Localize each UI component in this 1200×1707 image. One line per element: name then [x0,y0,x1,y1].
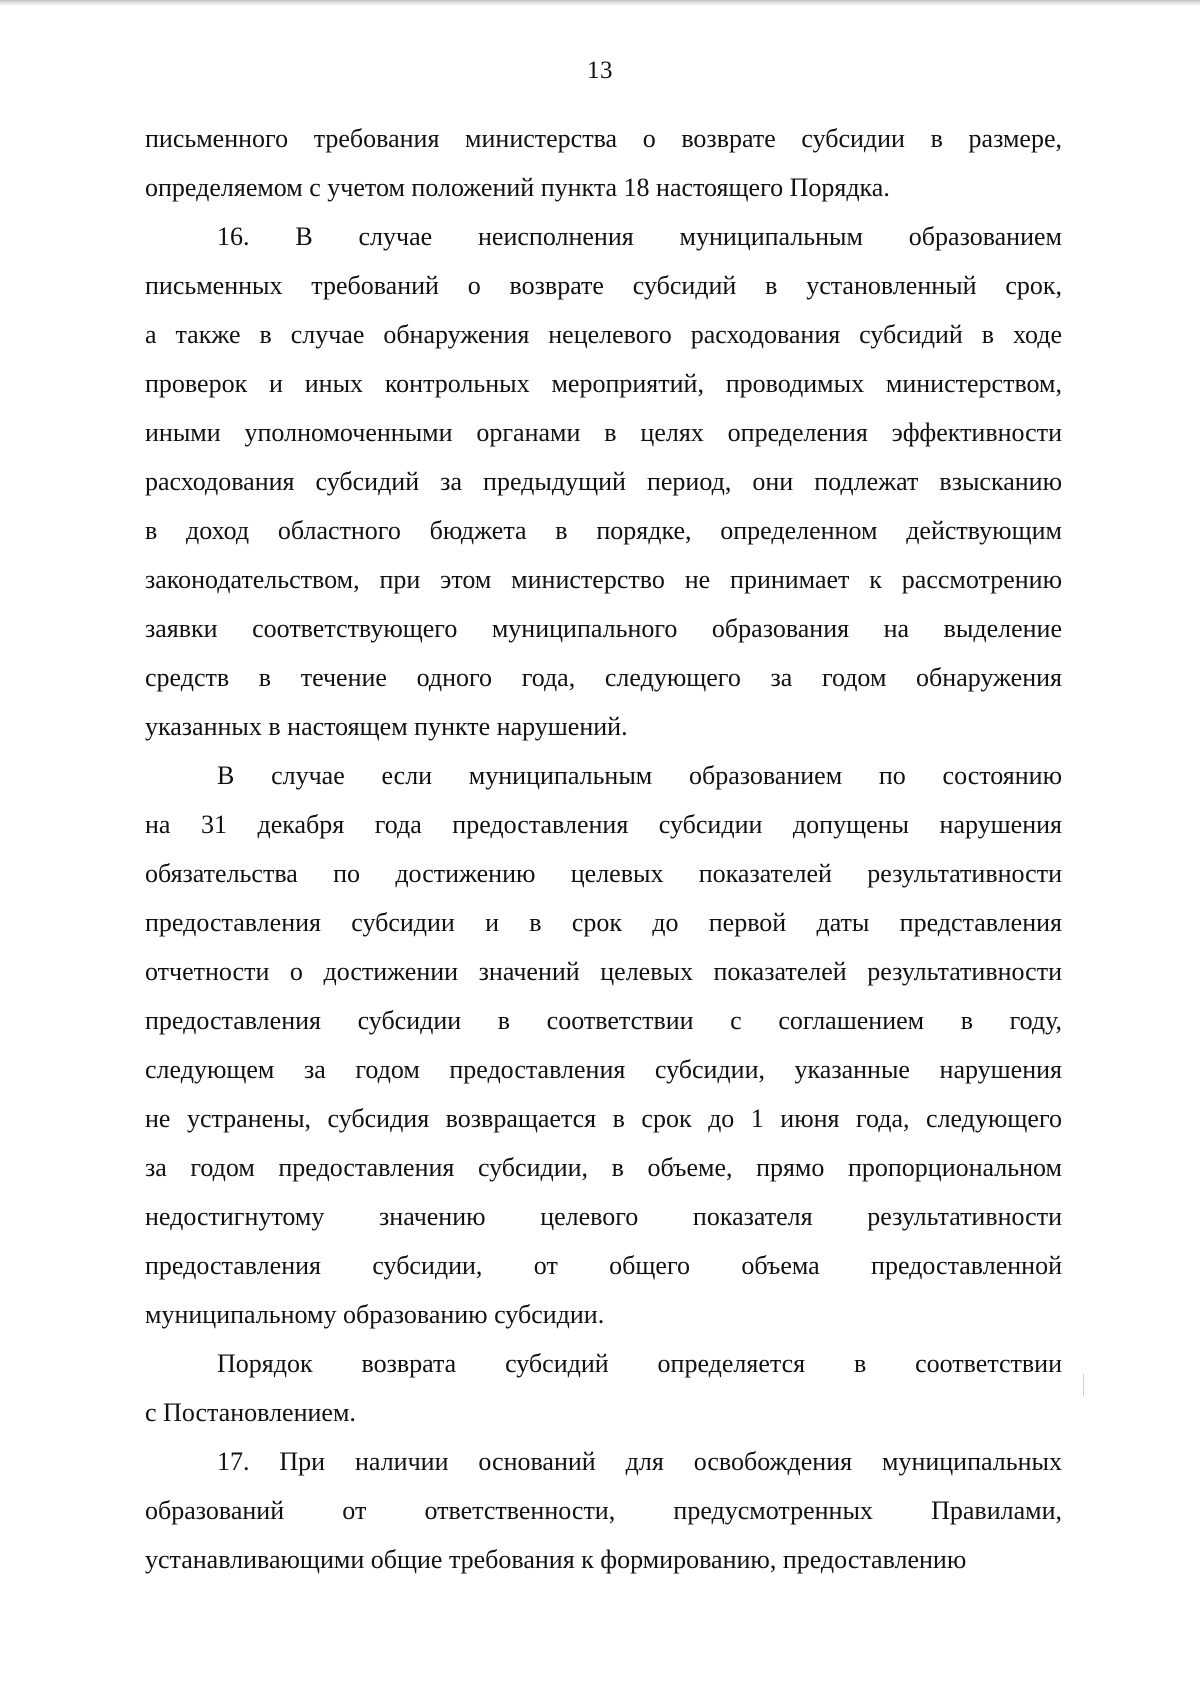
text-line: Порядок возврата субсидий определяется в соответствии [217,1349,1062,1378]
text-line: не устранены, субсидия возвращается в срок до 1 июня года, следующего [145,1104,1062,1133]
text-line: за годом предоставления субсидии, в объеме, прямо пропорциональном [145,1153,1062,1182]
text-line: заявки соответствующего муниципального образования на выделение [145,614,1062,643]
text-line: письменных требований о возврате субсидий в установленный срок, [145,271,1062,300]
text-line: недостигнутому значению целевого показателя результативности [145,1202,1062,1231]
paragraph-p1 [145,114,1062,212]
text-line: следующем за годом предоставления субсидии, указанные нарушения [145,1055,1062,1084]
scan-edge [0,0,1200,6]
paragraph-p2 [145,212,1062,751]
page-number: 13 [587,57,613,84]
text-line: предоставления субсидии в соответствии с соглашением в году, [145,1006,1062,1035]
text-line: в доход областного бюджета в порядке, определенном действующим [145,516,1062,545]
text-line: отчетности о достижении значений целевых показателей результативности [145,957,1062,986]
text-line: письменного требования министерства о возврате субсидии в размере, [145,124,1062,153]
text-line: расходования субсидий за предыдущий период, они подлежат взысканию [145,467,1062,496]
text-line: на 31 декабря года предоставления субсидии допущены нарушения [145,810,1062,839]
text-line: образований от ответственности, предусмотренных Правилами, [145,1496,1062,1525]
text-line: законодательством, при этом министерство не принимает к рассмотрению [145,565,1062,594]
scan-mark [1083,1374,1084,1396]
text-line: обязательства по достижению целевых показателей результативности [145,859,1062,888]
text-line: предоставления субсидии и в срок до первой даты представления [145,908,1062,937]
text-line: указанных в настоящем пункте нарушений. [145,712,628,741]
text-line: проверок и иных контрольных мероприятий, проводимых министерством, [145,369,1062,398]
text-line: 16. В случае неисполнения муниципальным образованием [217,222,1062,251]
text-line: с Постановлением. [145,1398,356,1427]
text-line: определяемом с учетом положений пункта 18 настоящего Порядка. [145,173,890,202]
text-line: иными уполномоченными органами в целях определения эффективности [145,418,1062,447]
text-line: предоставления субсидии, от общего объема предоставленной [145,1251,1062,1280]
paragraph-p5 [145,1437,1062,1584]
text-line: а также в случае обнаружения нецелевого расходования субсидий в ходе [145,320,1062,349]
paragraph-p4 [145,1339,1062,1437]
paragraph-p3 [145,751,1062,1339]
text-line: муниципальному образованию субсидии. [145,1300,605,1329]
text-line: 17. При наличии оснований для освобождения муниципальных [217,1447,1062,1476]
text-line: В случае если муниципальным образованием по состоянию [217,761,1062,790]
text-line: средств в течение одного года, следующего за годом обнаружения [145,663,1062,692]
document-body [145,114,1062,1584]
text-line: устанавливающими общие требования к формированию, предоставлению [145,1545,967,1574]
